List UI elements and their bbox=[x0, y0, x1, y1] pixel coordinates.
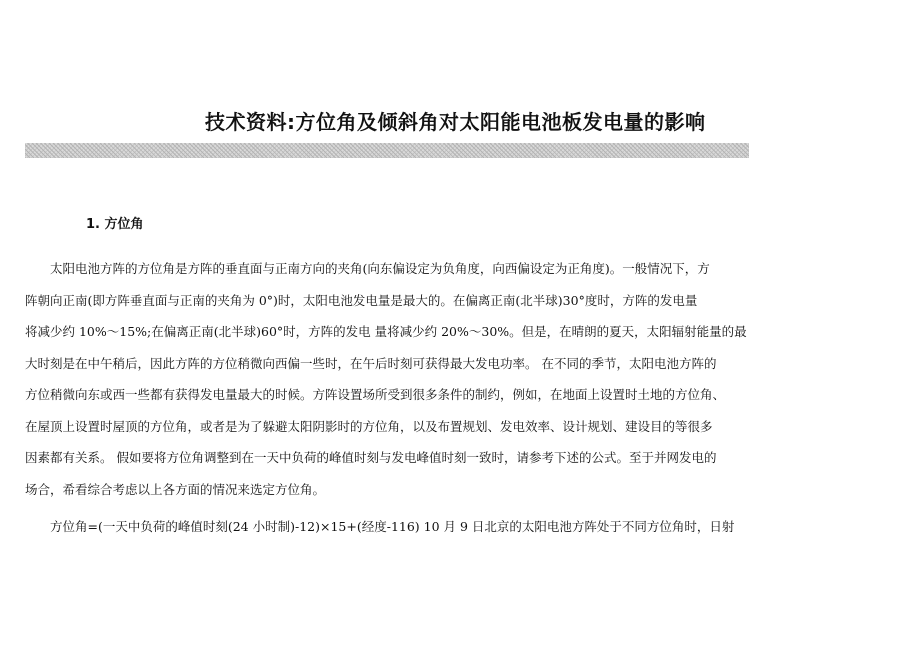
text-line: 方位稍微向东或西一些都有获得发电量最大的时候。方阵设置场所受到很多条件的制约，例如，在地面上设置时土地的方位角、 bbox=[25, 387, 726, 402]
text-line: 阵朝向正南(即方阵垂直面与正南的夹角为 0°)时，太阳电池发电量是最大的。在偏离正南(北半球)30°度时，方阵的发电量 bbox=[25, 292, 698, 308]
document-title: 技术资料:方位角及倾斜角对太阳能电池板发电量的影响 bbox=[205, 110, 706, 134]
text-line: 太阳电池方阵的方位角是方阵的垂直面与正南方向的夹角(向东偏设定为负角度，向西偏设定为正角度)。一般情况下，方 bbox=[50, 261, 710, 276]
title-divider bbox=[25, 143, 749, 158]
text-line: 大时刻是在中午稍后，因此方阵的方位稍微向西偏一些时，在午后时刻可获得最大发电功率。 在不同的季节，太阳电池方阵的 bbox=[25, 355, 717, 371]
text-line: 在屋顶上设置时屋顶的方位角，或者是为了躲避太阳阴影时的方位角，以及布置规划、发电效率、设计规划、建设目的等很多 bbox=[25, 418, 713, 434]
paragraph-azimuth-formula bbox=[25, 514, 749, 546]
paragraph-azimuth-description bbox=[25, 256, 749, 508]
text-line: 场合，希看综合考虑以上各方面的情况来选定方位角。 bbox=[25, 481, 326, 497]
section-heading-azimuth: 1. 方位角 bbox=[86, 217, 144, 232]
text-line: 因素都有关系。 假如要将方位角调整到在一天中负荷的峰值时刻与发电峰值时刻一致时，请参考下述的公式。至于并网发电的 bbox=[25, 450, 717, 465]
text-line: 方位角=(一天中负荷的峰值时刻(24 小时制)-12)×15+(经度-116) 10 月 9 日北京的太阳电池方阵处于不同方位角时，日射 bbox=[50, 519, 735, 534]
text-line: 将减少约 10%～15%;在偏离正南(北半球)60°时，方阵的发电 量将减少约 20%～30%。但是，在晴朗的夏天，太阳辐射能量的最 bbox=[25, 324, 747, 339]
